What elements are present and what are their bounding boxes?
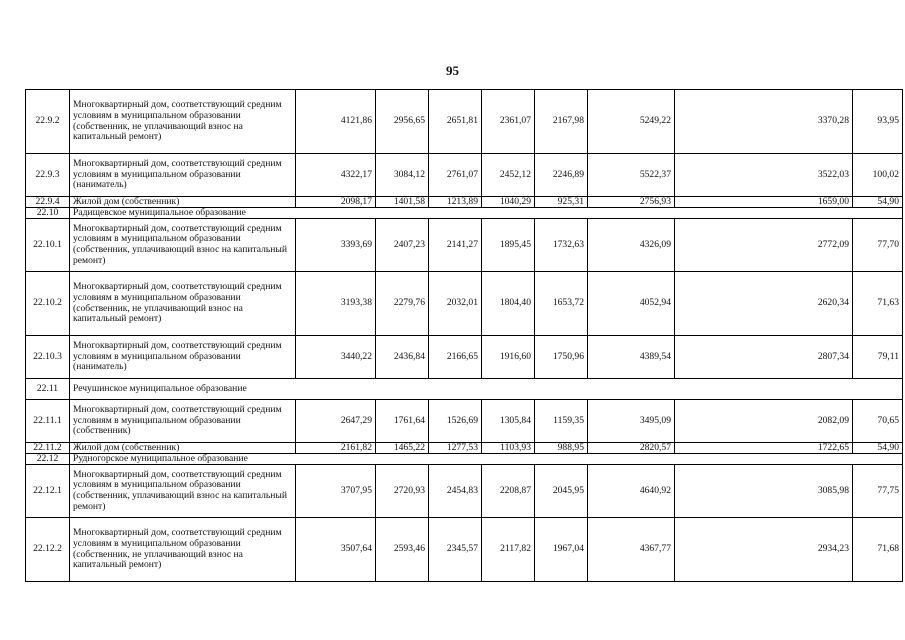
value-cell: 3495,09 (588, 400, 675, 443)
value-cell: 5522,37 (588, 154, 675, 197)
value-cell: 2361,07 (482, 90, 535, 154)
value-cell: 2956,65 (376, 90, 429, 154)
value-cell: 5249,22 (588, 90, 675, 154)
value-cell: 1159,35 (535, 400, 588, 443)
value-cell: 2032,01 (429, 272, 482, 336)
value-cell: 2761,07 (429, 154, 482, 197)
value-cell: 1967,04 (535, 518, 588, 582)
value-cell: 1305,84 (482, 400, 535, 443)
value-cell: 2436,84 (376, 336, 429, 379)
value-cell: 1401,58 (376, 197, 429, 208)
value-cell: 100,02 (853, 154, 903, 197)
value-cell: 1659,00 (675, 197, 853, 208)
section-title: Речушинское муниципальное образование (70, 379, 903, 400)
value-cell: 4052,94 (588, 272, 675, 336)
row-description: Многоквартирный дом, соответствующий средним условиям в муниципальном образовании (собственник, не уплачивающий взнос на капитальный ремонт) (70, 272, 296, 336)
value-cell: 2651,81 (429, 90, 482, 154)
table-row (26, 272, 903, 336)
row-description: Жилой дом (собственник) (70, 197, 296, 208)
section-row (26, 379, 903, 400)
page-number: 95 (446, 63, 459, 78)
value-cell: 2279,76 (376, 272, 429, 336)
value-cell: 2807,34 (675, 336, 853, 379)
table-body (26, 90, 903, 582)
value-cell: 988,95 (535, 443, 588, 454)
row-code: 22.12.1 (26, 465, 70, 518)
section-row (26, 208, 903, 219)
table-row (26, 90, 903, 154)
table-row (26, 465, 903, 518)
value-cell: 2045,95 (535, 465, 588, 518)
value-cell: 4367,77 (588, 518, 675, 582)
row-description: Многоквартирный дом, соответствующий средним условиям в муниципальном образовании (наниматель) (70, 154, 296, 197)
value-cell: 54,90 (853, 443, 903, 454)
table-row (26, 197, 903, 208)
value-cell: 3084,12 (376, 154, 429, 197)
value-cell: 2167,98 (535, 90, 588, 154)
table-row (26, 154, 903, 197)
value-cell: 3707,95 (296, 465, 376, 518)
value-cell: 1750,96 (535, 336, 588, 379)
value-cell: 1761,64 (376, 400, 429, 443)
row-code: 22.10.2 (26, 272, 70, 336)
row-code: 22.10 (26, 208, 70, 219)
value-cell: 2345,57 (429, 518, 482, 582)
value-cell: 2407,23 (376, 219, 429, 272)
row-code: 22.9.3 (26, 154, 70, 197)
value-cell: 3522,03 (675, 154, 853, 197)
value-cell: 1895,45 (482, 219, 535, 272)
table-row (26, 400, 903, 443)
row-description: Многоквартирный дом, соответствующий средним условиям в муниципальном образовании (собственник) (70, 400, 296, 443)
section-title: Рудногорское муниципальное образование (70, 454, 903, 465)
value-cell: 2117,82 (482, 518, 535, 582)
table-row (26, 443, 903, 454)
row-code: 22.9.2 (26, 90, 70, 154)
table-row (26, 336, 903, 379)
value-cell: 93,95 (853, 90, 903, 154)
value-cell: 2820,57 (588, 443, 675, 454)
table-row (26, 518, 903, 582)
section-row (26, 454, 903, 465)
value-cell: 2166,65 (429, 336, 482, 379)
value-cell: 3507,64 (296, 518, 376, 582)
value-cell: 1722,65 (675, 443, 853, 454)
section-title: Радищевское муниципальное образование (70, 208, 903, 219)
value-cell: 2756,93 (588, 197, 675, 208)
row-code: 22.11 (26, 379, 70, 400)
value-cell: 4322,17 (296, 154, 376, 197)
value-cell: 925,31 (535, 197, 588, 208)
row-description: Многоквартирный дом, соответствующий средним условиям в муниципальном образовании (собственник, уплачивающий взнос на капитальный ремонт) (70, 465, 296, 518)
value-cell: 4121,86 (296, 90, 376, 154)
value-cell: 2772,09 (675, 219, 853, 272)
value-cell: 3370,28 (675, 90, 853, 154)
value-cell: 1526,69 (429, 400, 482, 443)
value-cell: 79,11 (853, 336, 903, 379)
value-cell: 3393,69 (296, 219, 376, 272)
row-description: Многоквартирный дом, соответствующий средним условиям в муниципальном образовании (наниматель) (70, 336, 296, 379)
row-code: 22.11.1 (26, 400, 70, 443)
value-cell: 3440,22 (296, 336, 376, 379)
table-row (26, 219, 903, 272)
value-cell: 2098,17 (296, 197, 376, 208)
value-cell: 1277,53 (429, 443, 482, 454)
value-cell: 2452,12 (482, 154, 535, 197)
value-cell: 71,68 (853, 518, 903, 582)
value-cell: 70,65 (853, 400, 903, 443)
row-code: 22.12 (26, 454, 70, 465)
row-description: Многоквартирный дом, соответствующий средним условиям в муниципальном образовании (собственник, не уплачивающий взнос на капитальный ремонт) (70, 90, 296, 154)
value-cell: 1103,93 (482, 443, 535, 454)
value-cell: 3085,98 (675, 465, 853, 518)
row-code: 22.10.1 (26, 219, 70, 272)
value-cell: 2082,09 (675, 400, 853, 443)
value-cell: 4389,54 (588, 336, 675, 379)
row-description: Многоквартирный дом, соответствующий средним условиям в муниципальном образовании (собственник, не уплачивающий взнос на капитальный ремонт) (70, 518, 296, 582)
row-description: Жилой дом (собственник) (70, 443, 296, 454)
row-code: 22.12.2 (26, 518, 70, 582)
value-cell: 2934,23 (675, 518, 853, 582)
value-cell: 2161,82 (296, 443, 376, 454)
value-cell: 2208,87 (482, 465, 535, 518)
value-cell: 1040,29 (482, 197, 535, 208)
value-cell: 2620,34 (675, 272, 853, 336)
value-cell: 2647,29 (296, 400, 376, 443)
value-cell: 1213,89 (429, 197, 482, 208)
row-description: Многоквартирный дом, соответствующий средним условиям в муниципальном образовании (собственник, уплачивающий взнос на капитальный ремонт) (70, 219, 296, 272)
row-code: 22.10.3 (26, 336, 70, 379)
value-cell: 2720,93 (376, 465, 429, 518)
value-cell: 2593,46 (376, 518, 429, 582)
value-cell: 77,75 (853, 465, 903, 518)
value-cell: 2141,27 (429, 219, 482, 272)
value-cell: 71,63 (853, 272, 903, 336)
value-cell: 1804,40 (482, 272, 535, 336)
value-cell: 2246,89 (535, 154, 588, 197)
row-code: 22.9.4 (26, 197, 70, 208)
value-cell: 77,70 (853, 219, 903, 272)
value-cell: 1916,60 (482, 336, 535, 379)
tariff-table (25, 89, 903, 582)
value-cell: 4326,09 (588, 219, 675, 272)
value-cell: 54,90 (853, 197, 903, 208)
value-cell: 4640,92 (588, 465, 675, 518)
value-cell: 1732,63 (535, 219, 588, 272)
row-code: 22.11.2 (26, 443, 70, 454)
value-cell: 2454,83 (429, 465, 482, 518)
value-cell: 1653,72 (535, 272, 588, 336)
value-cell: 1465,22 (376, 443, 429, 454)
value-cell: 3193,38 (296, 272, 376, 336)
